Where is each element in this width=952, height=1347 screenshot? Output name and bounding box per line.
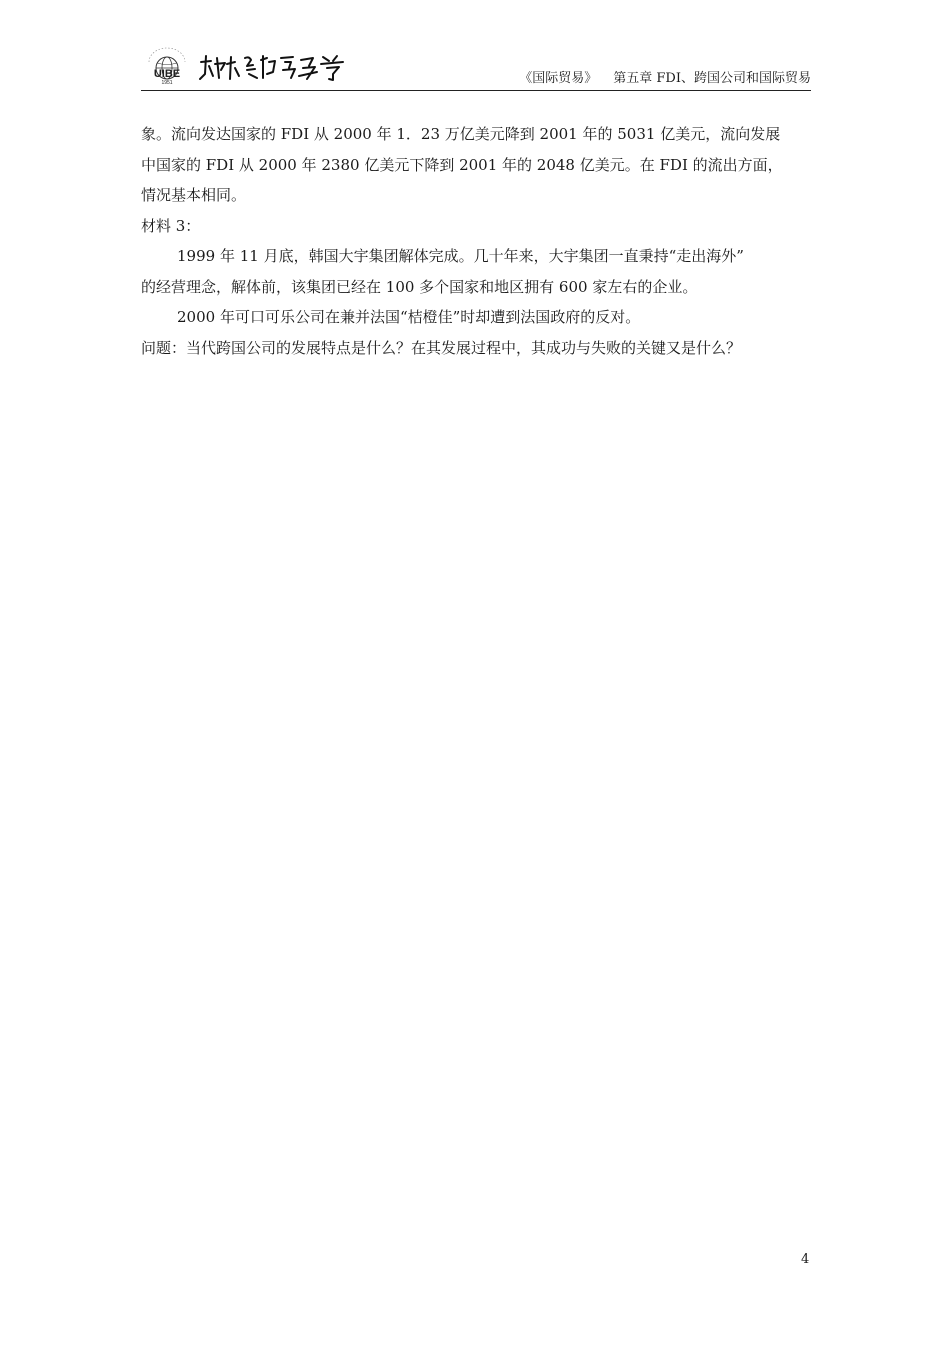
question-text: 问题：当代跨国公司的发展特点是什么？在其发展过程中，其成功与失败的关键又是什么？ xyxy=(141,338,742,357)
paragraph-text: 1999 年 11 月底，韩国大宇集团解体完成。几十年来，大宇集团一直秉持“走出海外” xyxy=(177,247,744,265)
page-number: 4 xyxy=(801,1252,810,1267)
section-label: 材料 3： xyxy=(141,216,201,235)
running-header xyxy=(519,67,811,86)
svg-text:UIBE: UIBE xyxy=(153,68,181,80)
paragraph-text: 中国家的 FDI 从 2000 年 2380 亿美元下降到 2001 年的 2048 亿美元。在 FDI 的流出方面， xyxy=(141,155,783,174)
page-header xyxy=(141,40,811,91)
paragraph-text: 情况基本相同。 xyxy=(141,186,247,204)
svg-text:1951: 1951 xyxy=(161,80,173,86)
chapter-title: 第五章 FDI、跨国公司和国际贸易 xyxy=(613,71,811,86)
paragraph-text: 2000 年可口可乐公司在兼并法国“桔橙佳”时却遭到法国政府的反对。 xyxy=(177,308,641,326)
book-title: 《国际贸易》 xyxy=(519,71,598,86)
paragraph-text: 象。流向发达国家的 FDI 从 2000 年 1．23 万亿美元降到 2001 年的 5031 亿美元，流向发展 xyxy=(141,125,781,143)
university-name-calligraphy xyxy=(197,52,347,82)
university-logo-icon xyxy=(143,46,191,86)
paragraph-text: 的经营理念，解体前，该集团已经在 100 多个国家和地区拥有 600 家左右的企业。 xyxy=(141,277,698,296)
document-body xyxy=(141,119,811,363)
